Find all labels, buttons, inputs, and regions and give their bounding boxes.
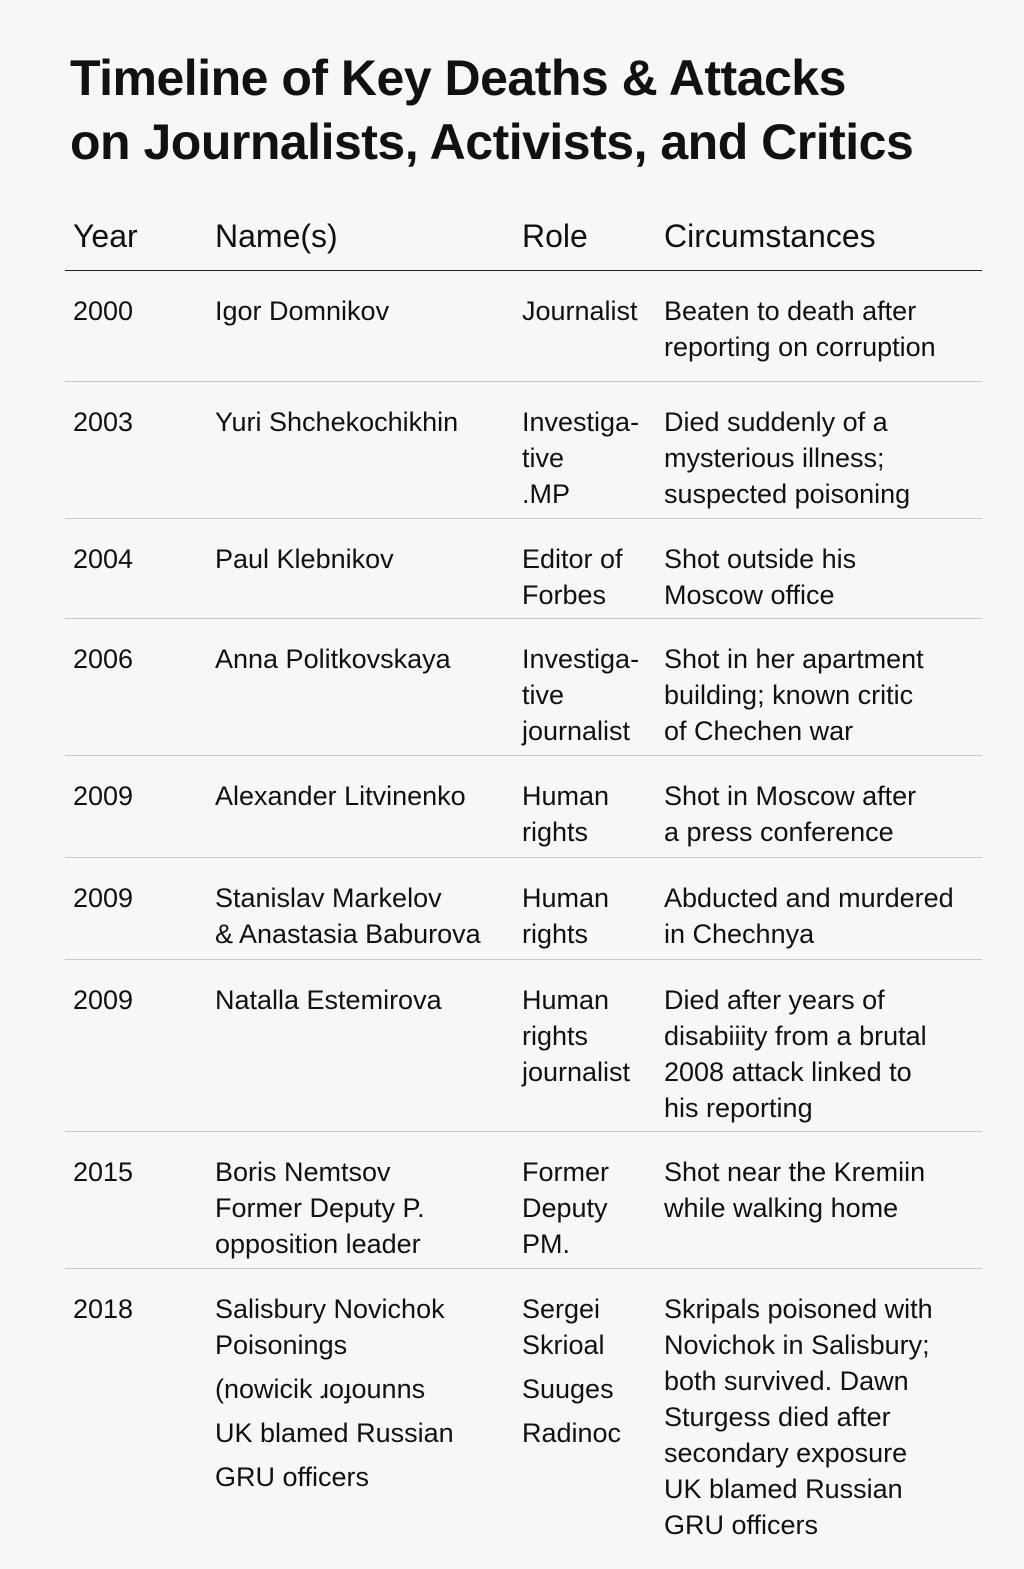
cell-names-line: Anna Politkovskaya: [215, 644, 451, 674]
cell-names: [207, 619, 514, 755]
cell-role-line: Investiga-: [522, 644, 640, 674]
cell-names-line: Igor Domnikov: [215, 296, 390, 326]
cell-names-line: UK blamed Russian: [215, 1418, 454, 1448]
cell-role-line: Human: [522, 985, 610, 1015]
cell-names: [207, 1132, 514, 1268]
cell-circumstances: [656, 1269, 982, 1569]
cell-role-line: Skrioal: [522, 1330, 605, 1360]
cell-circumstances-line: Shot outside his: [664, 544, 857, 574]
cell-names: [207, 960, 514, 1131]
cell-year: 2004: [73, 544, 134, 574]
title-line-2: on Journalists, Activists, and Critics: [70, 114, 914, 170]
cell-circumstances-line: UK blamed Russian: [664, 1474, 903, 1504]
cell-circumstances-line: GRU officers: [664, 1510, 819, 1540]
cell-circumstances-line: his reporting: [664, 1093, 813, 1123]
cell-names: [207, 756, 514, 857]
cell-circumstances-line: secondary exposure: [664, 1438, 908, 1468]
cell-circumstances: [656, 960, 982, 1131]
cell-role-line: tive: [522, 680, 565, 710]
cell-role-line: Sergei: [522, 1294, 601, 1324]
cell-names-line: & Anastasia Baburova: [215, 919, 481, 949]
cell-circumstances-line: of Chechen war: [664, 716, 854, 746]
cell-year: 2000: [73, 296, 134, 326]
cell-role: [514, 858, 656, 959]
cell-circumstances-line: Sturgess died after: [664, 1402, 891, 1432]
cell-role: [514, 271, 656, 381]
cell-circumstances-line: both survived. Dawn: [664, 1366, 909, 1396]
cell-role-line: rights: [522, 919, 589, 949]
page-title: [70, 46, 982, 174]
cell-year: 2009: [73, 781, 134, 811]
column-header-circumstances: Circumstances: [664, 218, 876, 254]
cell-circumstances-line: Beaten to death after: [664, 296, 917, 326]
cell-names-line: Salisbury Novichok: [215, 1294, 445, 1324]
cell-circumstances-line: Shot near the Kremiin: [664, 1157, 926, 1187]
cell-role-line: Investiga-: [522, 407, 640, 437]
cell-role: [514, 960, 656, 1131]
cell-circumstances-line: in Chechnya: [664, 919, 815, 949]
cell-role-line: tive: [522, 443, 565, 473]
cell-role-line: PM.: [522, 1229, 571, 1259]
column-header-year: Year: [73, 218, 138, 254]
table-row: [65, 1269, 982, 1569]
cell-names: [207, 382, 514, 518]
cell-circumstances-line: Novichok in Salisbury;: [664, 1330, 930, 1360]
cell-names: [207, 1269, 514, 1569]
table-row: [65, 858, 982, 960]
column-header-role: Role: [522, 218, 588, 254]
cell-circumstances: [656, 382, 982, 518]
cell-year: 2003: [73, 407, 134, 437]
cell-role: [514, 756, 656, 857]
cell-names-line: GRU officers: [215, 1462, 370, 1492]
title-line-1: Timeline of Key Deaths & Attacks: [70, 50, 846, 106]
table-header-row: [65, 205, 982, 271]
table-row: [65, 271, 982, 382]
cell-year: 2009: [73, 985, 134, 1015]
cell-circumstances-line: mysterious illness;: [664, 443, 885, 473]
cell-role-line: Suuges: [522, 1374, 614, 1404]
cell-role-line: Journalist: [522, 296, 638, 326]
cell-circumstances: [656, 858, 982, 959]
cell-names-line: Natalla Estemirova: [215, 985, 442, 1015]
table-row: [65, 1132, 982, 1269]
cell-circumstances-line: Abducted and murdered: [664, 883, 954, 913]
cell-names-line: Former Deputy P.: [215, 1193, 425, 1223]
cell-circumstances-line: Shot in her apartment: [664, 644, 924, 674]
cell-names-line: Boris Nemtsov: [215, 1157, 391, 1187]
cell-role: [514, 382, 656, 518]
table-row: [65, 382, 982, 519]
cell-names-line: Paul Klebnikov: [215, 544, 394, 574]
cell-circumstances-line: disabiiity from a brutal: [664, 1021, 927, 1051]
cell-circumstances-line: a press conference: [664, 817, 894, 847]
column-header-names: Name(s): [215, 218, 338, 254]
cell-role-line: journalist: [522, 716, 631, 746]
cell-circumstances-line: 2008 attack linked to: [664, 1057, 912, 1087]
cell-names: [207, 271, 514, 381]
cell-circumstances-line: while walking home: [664, 1193, 899, 1223]
cell-year: 2015: [73, 1157, 134, 1187]
cell-role-line: Editor of: [522, 544, 623, 574]
cell-role-line: rights: [522, 1021, 589, 1051]
cell-role-line: Deputy: [522, 1193, 608, 1223]
cell-names-line: Stanislav Markelov: [215, 883, 442, 913]
table-row: [65, 756, 982, 858]
table-row: [65, 619, 982, 756]
cell-circumstances-line: suspected poisoning: [664, 479, 911, 509]
cell-names-line: Alexander Litvinenko: [215, 781, 466, 811]
cell-year: 2006: [73, 644, 134, 674]
cell-circumstances-line: Died after years of: [664, 985, 885, 1015]
cell-role-line: Human: [522, 781, 610, 811]
cell-circumstances-line: reporting on corruption: [664, 332, 936, 362]
cell-circumstances-line: Moscow office: [664, 580, 835, 610]
cell-names: [207, 519, 514, 618]
timeline-table: [65, 205, 982, 1569]
cell-role-line: rights: [522, 817, 589, 847]
cell-role: [514, 519, 656, 618]
cell-circumstances: [656, 619, 982, 755]
cell-year: 2018: [73, 1294, 134, 1324]
cell-role: [514, 1132, 656, 1268]
cell-circumstances: [656, 1132, 982, 1268]
cell-names-line: Yuri Shchekochikhin: [215, 407, 459, 437]
cell-role-line: Radinoc: [522, 1418, 622, 1448]
table-body: [65, 271, 982, 1569]
cell-role: [514, 619, 656, 755]
cell-names-line: (nowicik ɹoɟounns: [215, 1374, 426, 1404]
cell-role-line: Forbes: [522, 580, 607, 610]
cell-role-line: journalist: [522, 1057, 631, 1087]
table-row: [65, 519, 982, 619]
cell-year: 2009: [73, 883, 134, 913]
cell-names: [207, 858, 514, 959]
cell-circumstances-line: building; known critic: [664, 680, 914, 710]
cell-role: [514, 1269, 656, 1569]
table-row: [65, 960, 982, 1132]
cell-circumstances-line: Died suddenly of a: [664, 407, 888, 437]
cell-circumstances: [656, 271, 982, 381]
cell-role-line: Former: [522, 1157, 609, 1187]
cell-role-line: Human: [522, 883, 610, 913]
cell-circumstances-line: Skripals poisoned with: [664, 1294, 933, 1324]
cell-circumstances-line: Shot in Moscow after: [664, 781, 917, 811]
cell-names-line: Poisonings: [215, 1330, 348, 1360]
cell-circumstances: [656, 756, 982, 857]
cell-names-line: opposition leader: [215, 1229, 421, 1259]
cell-role-line: .MP: [522, 479, 571, 509]
cell-circumstances: [656, 519, 982, 618]
